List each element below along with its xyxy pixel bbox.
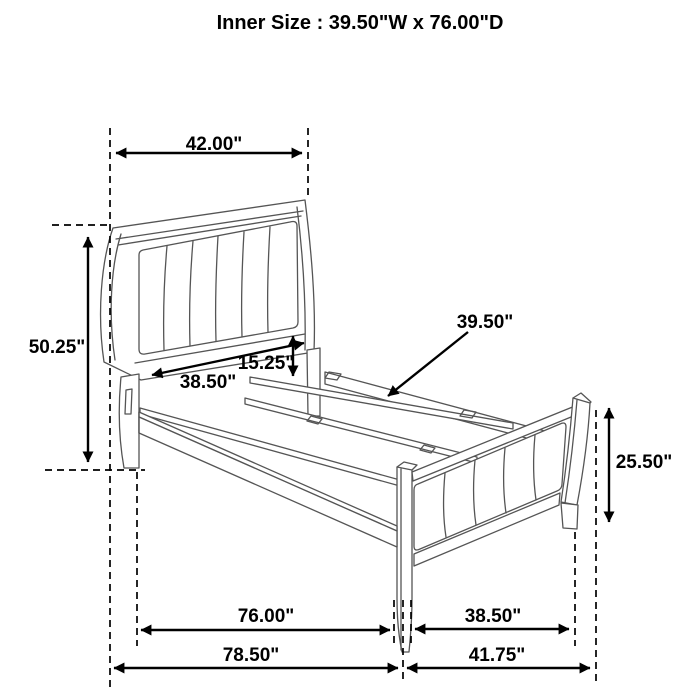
label-headboard-inner-width: 38.50" <box>179 372 237 393</box>
label-inner-depth: 76.00" <box>237 606 295 627</box>
label-overall-depth: 78.50" <box>222 645 280 666</box>
label-deck-to-panel-height: 15.25" <box>237 353 295 374</box>
bed-artwork <box>101 200 591 652</box>
slat-a <box>250 377 513 429</box>
label-headboard-width: 42.00" <box>185 134 243 155</box>
label-footboard-height: 25.50" <box>615 452 673 473</box>
label-inner-width: 39.50" <box>456 312 514 333</box>
footboard-right-foot <box>561 503 578 529</box>
label-footboard-inner-width: 38.50" <box>464 606 522 627</box>
headboard-right-leg <box>307 348 320 416</box>
label-headboard-height: 50.25" <box>28 337 86 358</box>
headboard-left-leg <box>119 374 139 468</box>
leader-inner-width <box>388 332 468 396</box>
label-footboard-overall-width: 41.75" <box>468 645 526 666</box>
diagram-title: Inner Size : 39.50"W x 76.00"D <box>216 12 504 34</box>
